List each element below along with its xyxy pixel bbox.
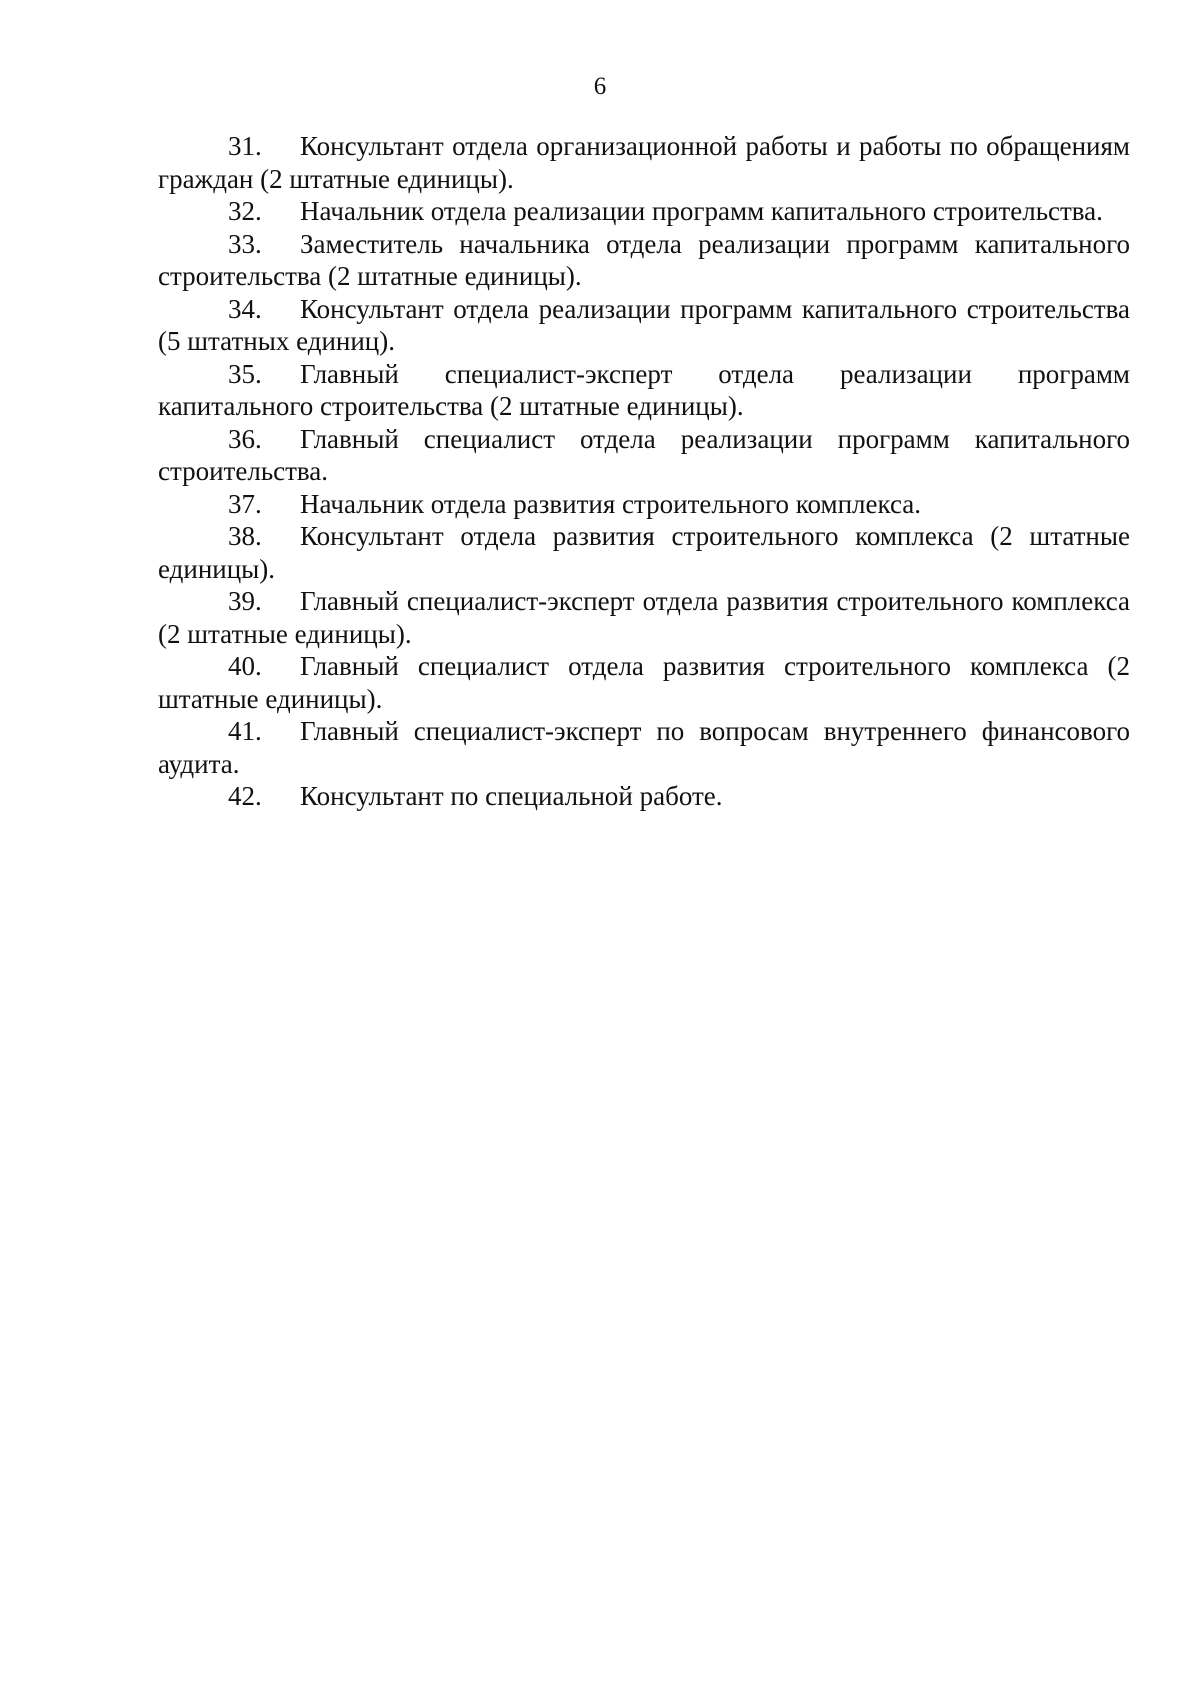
- item-text: Главный специалист отдела реализации программ капитального строительства.: [158, 423, 1130, 486]
- item-number: 34.: [228, 293, 262, 324]
- item-number: 38.: [228, 521, 262, 551]
- item-number: 39.: [228, 586, 262, 616]
- list-item: [158, 650, 1130, 715]
- item-text: Начальник отдела развития строительного комплекса.: [300, 488, 921, 519]
- item-number: 41.: [228, 716, 262, 746]
- item-text: Главный специалист-эксперт отдела реализации программ капитального строительства (2 штатные единицы).: [158, 358, 1130, 421]
- item-number: 31.: [228, 131, 262, 161]
- item-number: 33.: [228, 228, 262, 259]
- list-item: [158, 585, 1130, 650]
- list-item: [158, 195, 1130, 228]
- item-number: 40.: [228, 651, 262, 681]
- list-item: [158, 520, 1130, 585]
- list-item: [158, 293, 1130, 358]
- item-text: Консультант по специальной работе.: [300, 781, 723, 811]
- item-text: Консультант отдела реализации программ капитального строительства (5 штатных единиц).: [158, 293, 1130, 356]
- item-number: 36.: [228, 423, 262, 454]
- item-text: Главный специалист-эксперт по вопросам внутреннего финансового аудита.: [158, 716, 1130, 779]
- list-item: [158, 780, 1130, 813]
- item-text: Заместитель начальника отдела реализации программ капитального строительства (2 штатные единицы).: [158, 228, 1130, 291]
- list-item: [158, 423, 1130, 488]
- item-text: Консультант отдела развития строительного комплекса (2 штатные единицы).: [158, 521, 1130, 584]
- list-item: [158, 715, 1130, 780]
- list-item: [158, 358, 1130, 423]
- page-number: 6: [593, 73, 607, 100]
- item-number: 37.: [228, 488, 262, 519]
- item-number: 35.: [228, 358, 262, 389]
- item-text: Начальник отдела реализации программ капитального строительства.: [300, 196, 1103, 226]
- list-item: [158, 228, 1130, 293]
- position-list: [158, 130, 1130, 813]
- item-text: Консультант отдела организационной работы и работы по обращениям граждан (2 штатные единицы).: [158, 131, 1130, 194]
- item-number: 32.: [228, 196, 262, 226]
- list-item: [158, 130, 1130, 195]
- item-text: Главный специалист-эксперт отдела развития строительного комплекса (2 штатные единицы).: [158, 586, 1130, 649]
- list-item: [158, 488, 1130, 521]
- item-text: Главный специалист отдела развития строительного комплекса (2 штатные единицы).: [158, 651, 1130, 714]
- item-number: 42.: [228, 781, 262, 811]
